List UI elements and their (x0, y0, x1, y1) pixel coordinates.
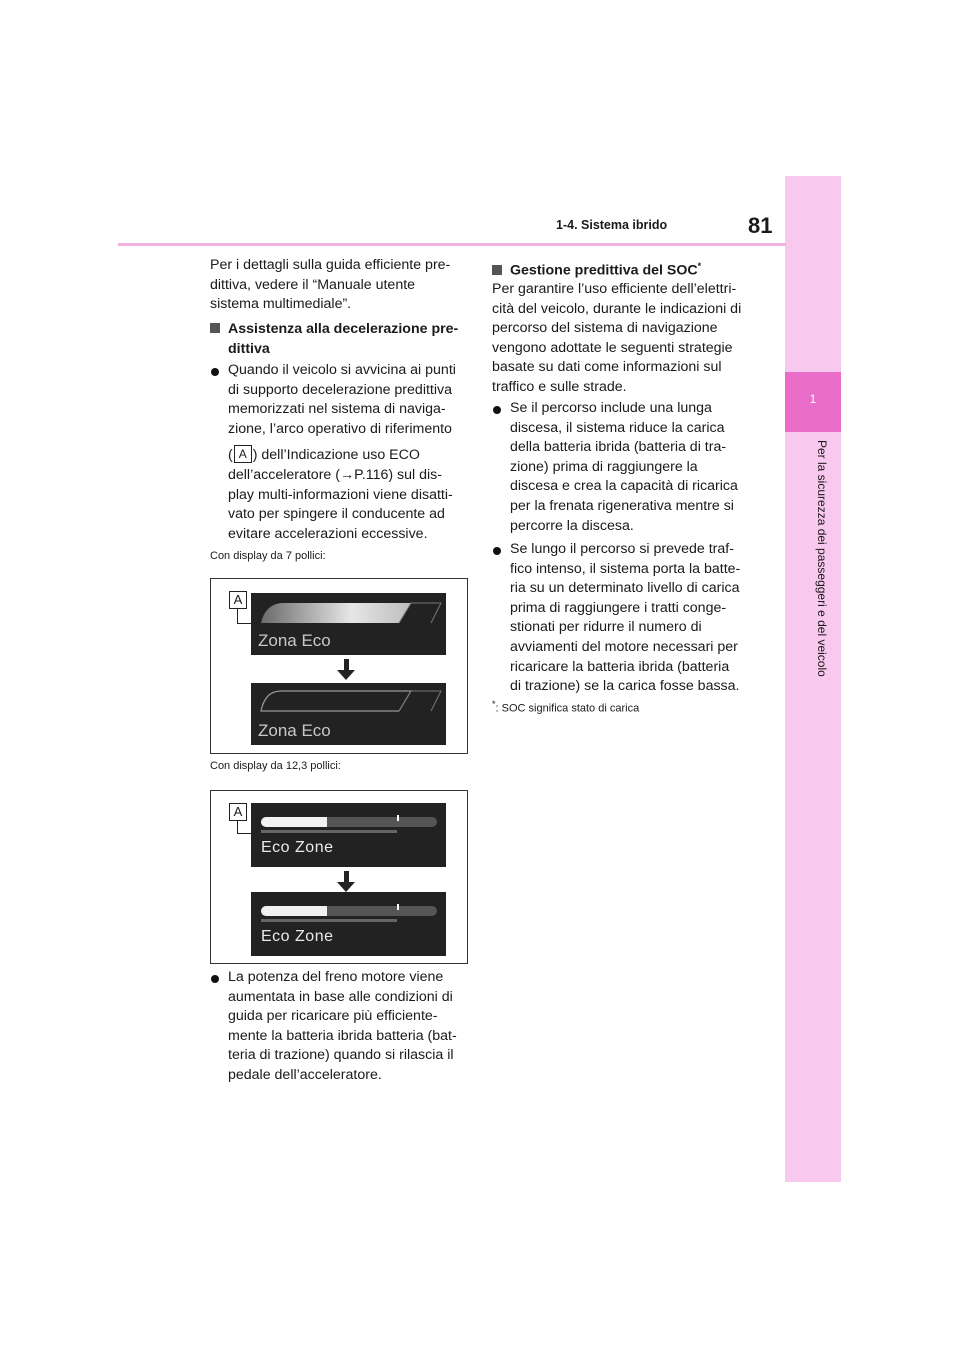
bullet-paragraph (510, 540, 740, 697)
text-line: sistema multimediale”. (210, 296, 352, 313)
bullet-icon (493, 547, 501, 555)
text-line: vengono adottate le seguenti strategie (492, 339, 733, 356)
text-line: dittiva, vedere il “Manuale utente (210, 276, 416, 293)
text-line: aumentata in base alle condizioni di (228, 988, 453, 1005)
chapter-number: 1 (809, 392, 817, 406)
heading-line: dittiva (228, 340, 270, 357)
text-line: ricaricare la batteria ibrida (batteria (510, 658, 730, 675)
zone-text: Eco Zone (261, 839, 334, 856)
eco-arc-line (261, 919, 397, 922)
text-line: play multi-informazioni viene disatti- (228, 486, 453, 503)
figure-7-inch (210, 578, 468, 754)
figure-12-inch (210, 790, 468, 964)
text-line: fico intenso, il sistema porta la batte- (510, 560, 741, 577)
heading-deceleration (210, 320, 458, 359)
chapter-title: Per la sicurezza dei passeggeri e del veicolo (815, 440, 829, 677)
callout-line (237, 609, 238, 623)
text-line: discesa e crea la capacità di ricarica (510, 478, 738, 495)
heading-line: Assistenza alla decelerazione pre- (228, 321, 459, 337)
reference-label-a: A (234, 445, 252, 463)
text-line: traffico e sulle strade. (492, 378, 627, 395)
text-line: ria su un determinato livello di carica (510, 580, 740, 597)
callout-label-a: A (229, 803, 247, 821)
side-tab (785, 176, 841, 1182)
text-line: mente la batteria ibrida batteria (bat- (228, 1027, 457, 1044)
footnote-ref: * (697, 261, 702, 271)
text-line: di trazione) se la carica fosse bassa. (510, 678, 740, 695)
text-line: Se lungo il percorso si prevede traf- (510, 541, 734, 557)
footnote-text: : SOC significa stato di carica (495, 702, 640, 715)
text-line: pedale dell’acceleratore. (228, 1066, 382, 1083)
section-title: 1-4. Sistema ibrido (556, 218, 668, 232)
bullet-icon (211, 368, 219, 376)
footnote-mark: * (492, 699, 496, 709)
text-line: La potenza del freno motore viene (228, 969, 444, 985)
text-line: di supporto decelerazione predittiva (228, 381, 452, 398)
bullet-paragraph (228, 968, 457, 1086)
text-line: discesa, il sistema riduce la carica (510, 419, 725, 436)
heading-text: Gestione predittiva del SOC (510, 262, 698, 279)
eco-bar-marker (397, 904, 399, 910)
square-bullet-icon (210, 323, 220, 333)
text-line: cità del veicolo, durante le indicazioni di (492, 300, 742, 317)
bullet-icon (493, 406, 501, 414)
text-line: evitare accelerazioni eccessive. (228, 525, 428, 542)
text-line: prima di raggiungere i tratti conge- (510, 599, 727, 616)
text-line: zione, l’arco operativo di riferimento (228, 420, 452, 437)
zone-text: Zona Eco (258, 631, 331, 650)
arrow-down-icon (337, 882, 355, 892)
text-line: avviamenti del motore necessari per (510, 638, 738, 655)
heading-soc (492, 257, 701, 281)
display-screen (251, 803, 446, 867)
callout-line (237, 821, 238, 833)
bullet-paragraph (510, 399, 738, 536)
text-line: guida per ricaricare più efficiente- (228, 1008, 438, 1025)
caption-7-inch: Con display da 7 pollici: (210, 550, 326, 562)
text-line: Per i dettagli sulla guida efficiente pre- (210, 257, 451, 273)
bullet-paragraph (228, 361, 456, 544)
text-line: vato per spingere il conducente ad (228, 506, 445, 523)
text-line: Se il percorso include una lunga (510, 400, 712, 416)
bullet-icon (211, 975, 219, 983)
eco-bar-marker (397, 815, 399, 821)
display-screen (251, 683, 446, 745)
text-line: ) dell’Indicazione uso ECO (252, 447, 420, 464)
text-line: memorizzati nel sistema di naviga- (228, 401, 446, 418)
eco-bar-fill (261, 817, 327, 827)
square-bullet-icon (492, 265, 502, 275)
display-screen (251, 593, 446, 655)
eco-bar-fill (261, 906, 327, 916)
text-line: Per garantire l’uso efficiente dell’elettri- (492, 281, 737, 297)
text-line: zione) prima di raggiungere la (510, 458, 698, 475)
text-line: stionati per ridurre il numero di (510, 619, 702, 636)
callout-label-a: A (229, 591, 247, 609)
text-line: dell’acceleratore (→P.116) sul dis- (228, 466, 442, 483)
eco-arc-line (261, 830, 397, 833)
text-line: percorre la discesa. (510, 517, 634, 534)
page-number: 81 (748, 213, 773, 238)
arrow-down-icon (337, 670, 355, 680)
text-line: della batteria ibrida (batteria di tra- (510, 439, 727, 456)
text-line: per la frenata rigenerativa mentre si (510, 497, 734, 514)
zone-text: Eco Zone (261, 928, 334, 945)
intro-paragraph (210, 256, 450, 315)
text-line: Quando il veicolo si avvicina ai punti (228, 362, 456, 378)
display-screen (251, 892, 446, 956)
caption-12-inch: Con display da 12,3 pollici: (210, 760, 341, 772)
paren-open: ( (228, 447, 233, 464)
text-line: teria di trazione) quando si rilascia il (228, 1047, 454, 1064)
text-line: basate su dati come informazioni sul (492, 359, 722, 376)
text-line: percorso del sistema di navigazione (492, 320, 718, 337)
footnote (492, 697, 639, 716)
zone-text: Zona Eco (258, 721, 331, 740)
soc-intro (492, 280, 741, 398)
header-rule (118, 243, 786, 246)
